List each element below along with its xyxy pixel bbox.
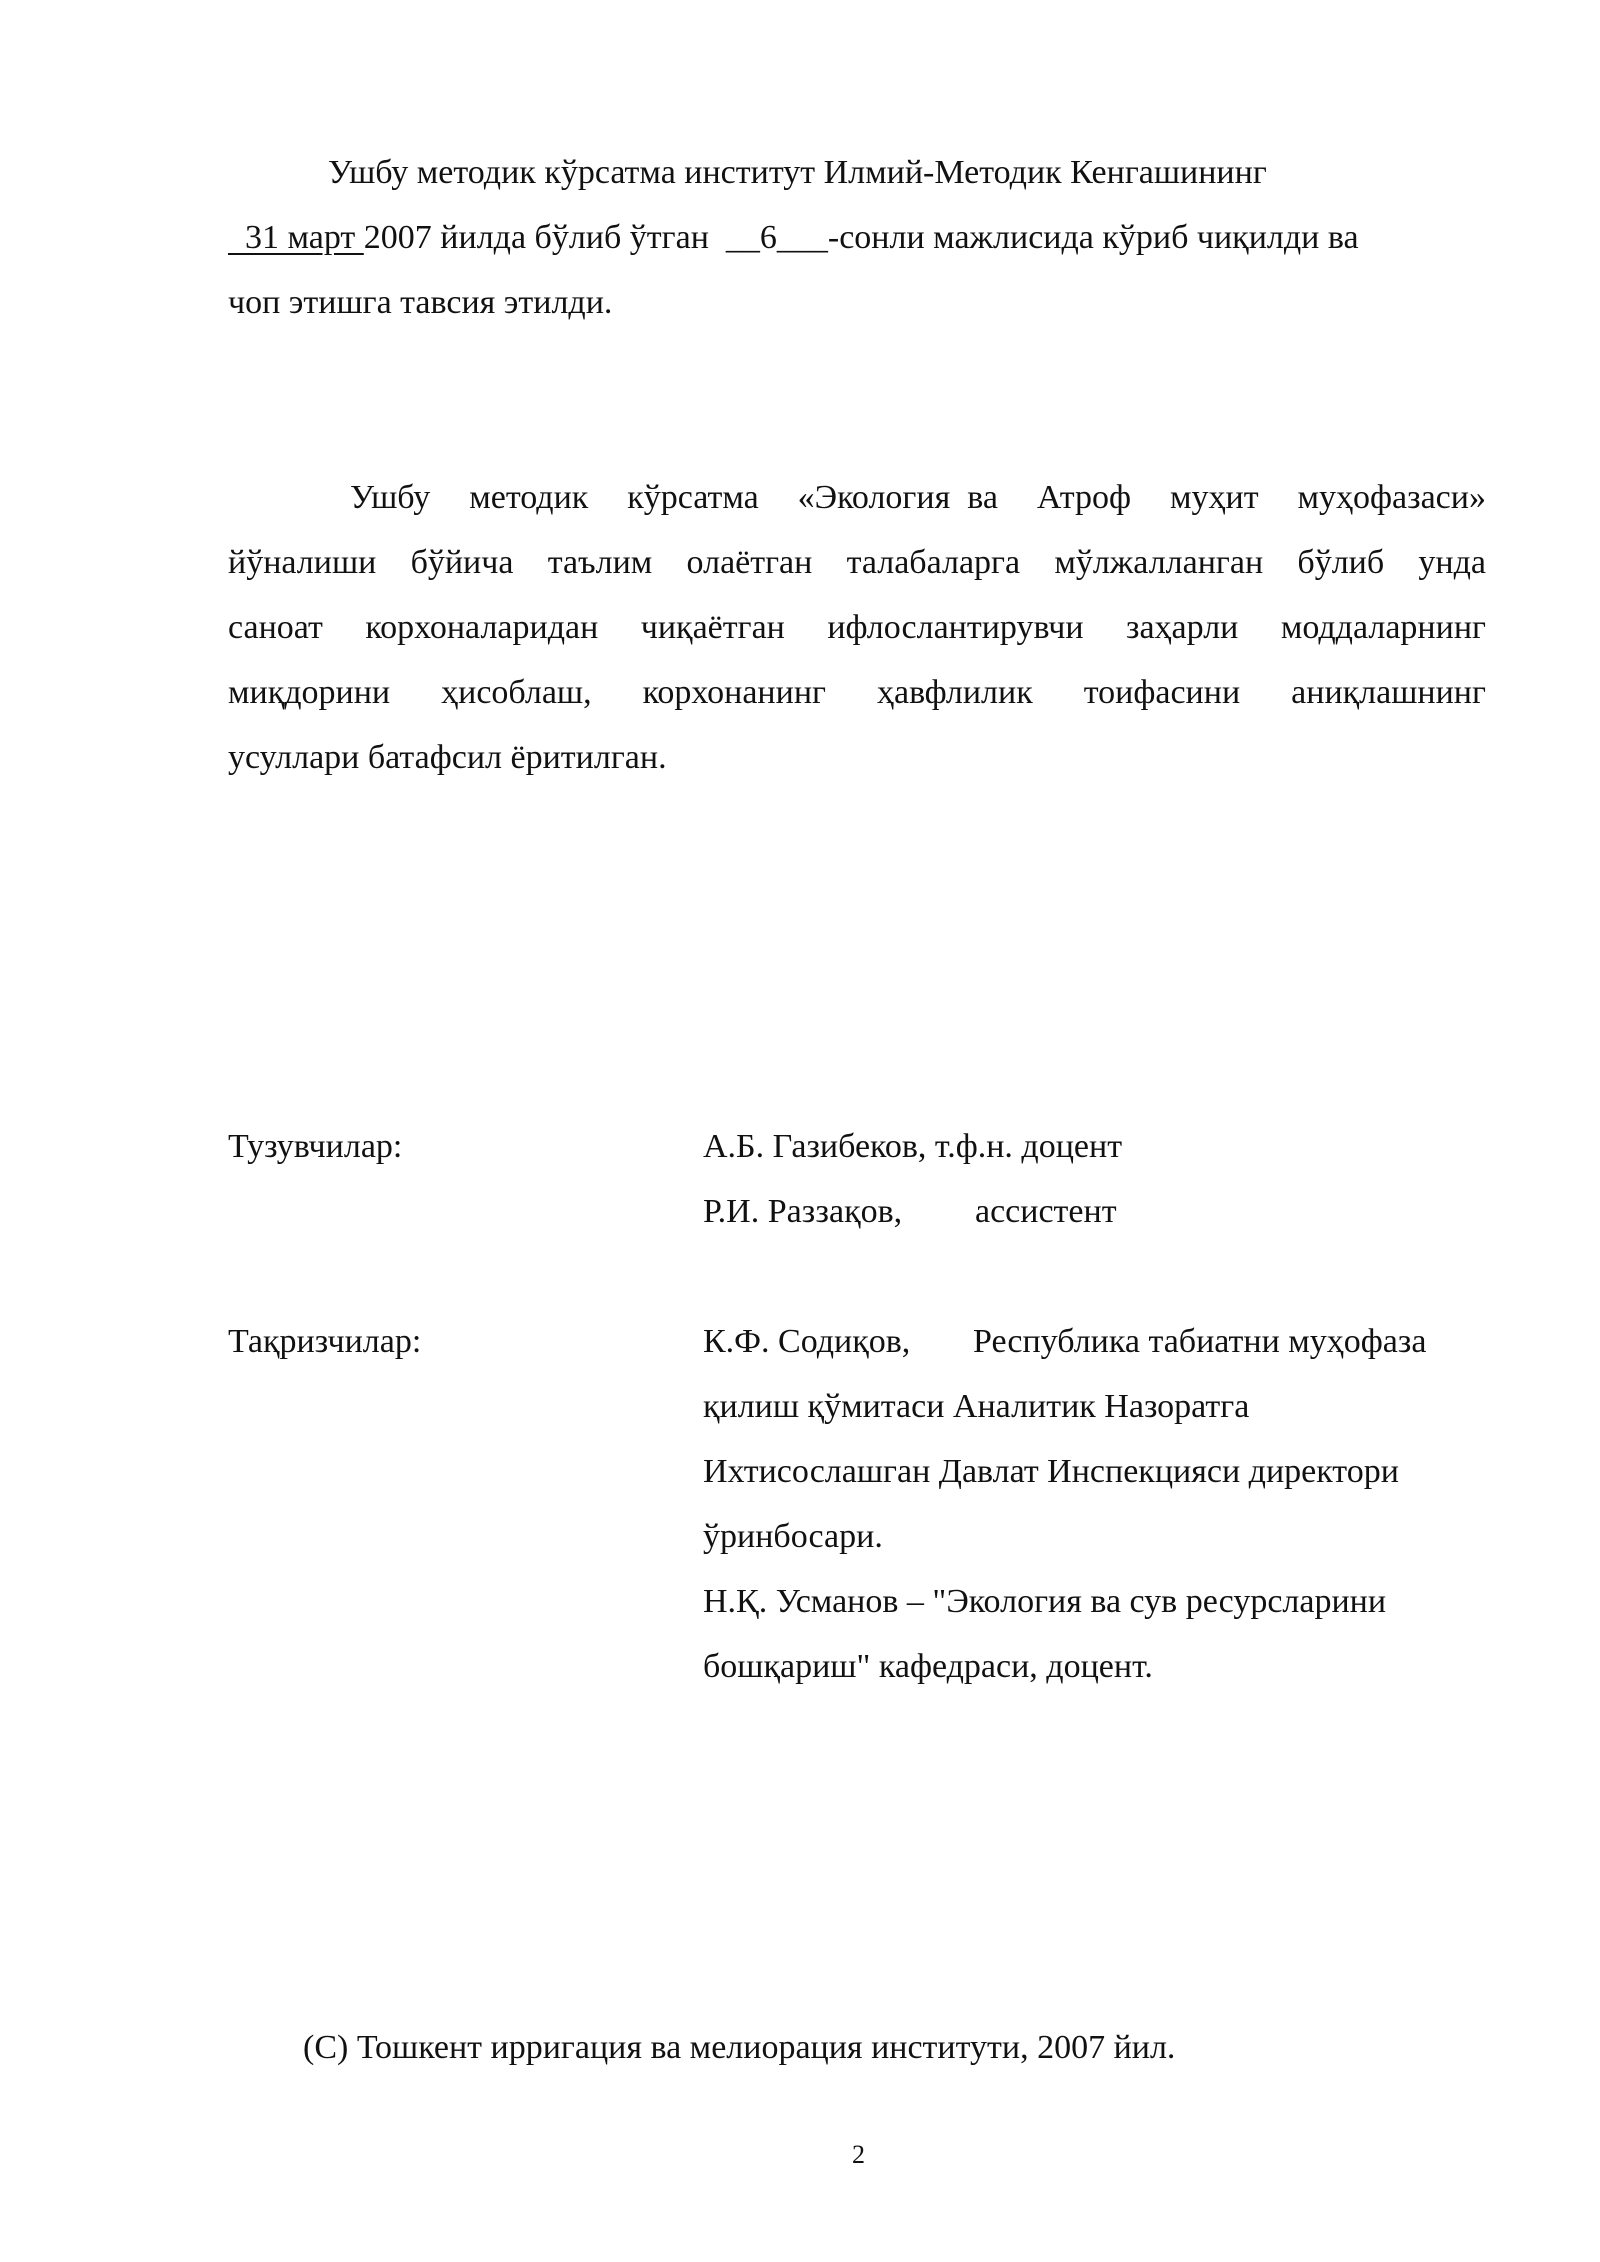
description-word: муҳит xyxy=(1169,479,1259,516)
reviewer-1-name: К.Ф. Содиқов, xyxy=(703,1323,911,1360)
description-word: мўлжалланган xyxy=(1054,544,1264,581)
description-word: методик xyxy=(469,479,589,516)
approval-line-2 xyxy=(228,219,1359,257)
description-word: тоифасини xyxy=(1083,674,1241,711)
description-word: талабаларга xyxy=(846,544,1021,581)
compiler-1: А.Б. Газибеков, т.ф.н. доцент xyxy=(703,1128,1123,1165)
reviewer-2-line-2: бошқариш" кафедраси, доцент. xyxy=(703,1648,1153,1685)
meeting-date: 31 март xyxy=(228,219,364,256)
description-word: чиқаётган xyxy=(640,609,785,646)
compilers-label: Тузувчилар: xyxy=(228,1128,403,1165)
reviewer-2-line-1: Н.Қ. Усманов – "Экология ва сув ресурсларини xyxy=(703,1583,1387,1620)
copyright-line: (С) Тошкент ирригация ва мелиорация институти, 2007 йил. xyxy=(303,2029,1176,2066)
reviewers-label: Тақризчилар: xyxy=(228,1323,422,1360)
description-word: ҳавфлилик xyxy=(876,674,1033,711)
reviewer-1-role: Республика табиатни муҳофаза xyxy=(973,1323,1427,1360)
description-word: ифлослантирувчи xyxy=(827,609,1084,646)
page-number: 2 xyxy=(852,2140,865,2169)
description-word: йўналиши xyxy=(228,544,377,581)
description-word: бўйича xyxy=(410,544,514,581)
description-line xyxy=(228,544,1486,582)
description-word: миқдорини xyxy=(228,674,391,711)
approval-line-3: чоп этишга тавсия этилди. xyxy=(228,284,613,321)
description-word: «Экология ва xyxy=(797,479,998,516)
compiler-2-role: ассистент xyxy=(975,1193,1117,1230)
description-word: корхоналаридан xyxy=(365,609,599,646)
description-word: ҳисоблаш, xyxy=(441,674,592,711)
description-word: кўрсатма xyxy=(627,479,759,516)
meeting-info: 2007 йилда бўлиб ўтган __6___-сонли мажлисида кўриб чиқилди ва xyxy=(363,219,1359,256)
description-word: бўлиб xyxy=(1297,544,1385,581)
description-word: олаётган xyxy=(686,544,813,581)
reviewer-1-line-4: ўринбосари. xyxy=(703,1518,883,1555)
description-word: муҳофазаси» xyxy=(1297,479,1486,516)
description-word: заҳарли xyxy=(1126,609,1239,646)
compiler-2-name: Р.И. Раззақов, xyxy=(703,1193,903,1230)
reviewer-1-line-2: қилиш қўмитаси Аналитик Назоратга xyxy=(703,1388,1250,1425)
description-line xyxy=(228,674,1486,712)
approval-line-1: Ушбу методик кўрсатма институт Илмий-Методик Кенгашининг xyxy=(328,154,1267,191)
description-word: саноат xyxy=(228,609,323,646)
description-word: Ушбу xyxy=(350,479,431,516)
description-word: корхонанинг xyxy=(642,674,826,711)
description-line xyxy=(350,479,1486,517)
reviewer-1-line-3: Ихтисослашган Давлат Инспекцияси директори xyxy=(703,1453,1399,1490)
description-word: Атроф xyxy=(1036,479,1132,516)
description-word: таълим xyxy=(547,544,653,581)
description-line xyxy=(228,609,1486,647)
description-word: аниқлашнинг xyxy=(1291,674,1486,711)
description-last-line: усуллари батафсил ёритилган. xyxy=(228,739,667,776)
description-word: унда xyxy=(1418,544,1486,581)
description-word: моддаларнинг xyxy=(1280,609,1486,646)
